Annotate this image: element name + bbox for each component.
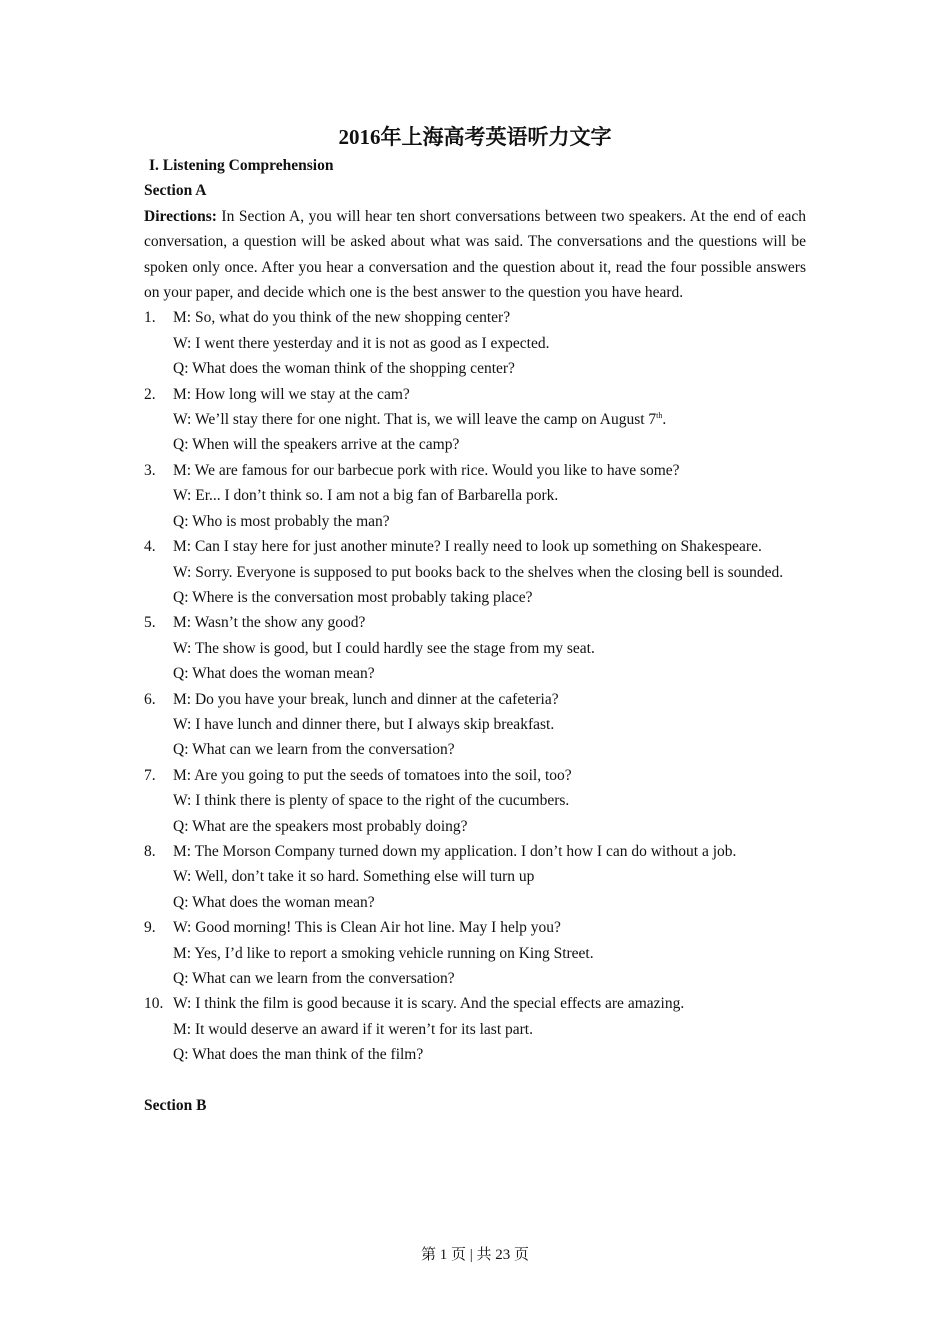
list-item <box>144 915 806 940</box>
item-line: M: It would deserve an award if it weren’t for its last part. <box>173 1020 533 1038</box>
list-item <box>144 763 806 788</box>
item-line: M: How long will we stay at the cam? <box>173 385 410 403</box>
item-number: 2. <box>144 385 156 403</box>
item-line: M: Do you have your break, lunch and dinner at the cafeteria? <box>173 690 559 708</box>
item-question: Q: What does the woman think of the shopping center? <box>173 360 515 378</box>
item-line: W: The show is good, but I could hardly see the stage from my seat. <box>173 639 595 657</box>
section-a-heading: Section A <box>144 182 207 200</box>
item-number: 1. <box>144 309 156 327</box>
item-number: 3. <box>144 461 156 479</box>
directions-text: In Section A, you will hear ten short conversations between two speakers. At the end of each conversation, a question will be asked about what was said. The conversations and the questions will be spoken only once. After you hear a conversation and the question about it, read the four possible answers on your paper, and decide which one is the best answer to the question you have heard. <box>144 207 806 302</box>
section-b-heading: Section B <box>144 1097 207 1115</box>
item-question: Q: When will the speakers arrive at the camp? <box>173 436 460 454</box>
item-question: Q: Where is the conversation most probably taking place? <box>173 588 533 606</box>
blank-line <box>144 1068 806 1093</box>
item-question: Q: What can we learn from the conversation? <box>173 970 455 987</box>
item-line: W: I think there is plenty of space to the right of the cucumbers. <box>173 792 570 810</box>
item-question: Q: What does the woman mean? <box>173 893 375 911</box>
item-question: Q: What can we learn from the conversation? <box>173 741 455 759</box>
directions-label: Directions: <box>144 207 217 225</box>
list-item <box>144 534 806 559</box>
item-question: Q: What are the speakers most probably doing? <box>173 817 468 835</box>
list-item <box>144 610 806 635</box>
item-line: W: I have lunch and dinner there, but I always skip breakfast. <box>173 715 555 733</box>
list-item <box>144 839 806 864</box>
list-item <box>144 305 806 330</box>
list-item <box>144 382 806 407</box>
item-line: W: Sorry. Everyone is supposed to put books back to the shelves when the closing bell is sounded. <box>173 563 784 581</box>
item-question: Q: Who is most probably the man? <box>173 512 390 530</box>
item-line: M: Wasn’t the show any good? <box>173 614 366 632</box>
directions-paragraph <box>144 204 806 306</box>
document-title: 2016年上海高考英语听力文字 <box>338 125 612 149</box>
item-number: 8. <box>144 842 156 860</box>
item-line: M: Yes, I’d like to report a smoking vehicle running on King Street. <box>173 944 594 962</box>
list-item <box>144 687 806 712</box>
page-footer: 第 1 页 | 共 23 页 <box>420 1247 529 1263</box>
item-line: M: We are famous for our barbecue pork with rice. Would you like to have some? <box>173 461 680 479</box>
item-line: W: I think the film is good because it is scary. And the special effects are amazing. <box>173 995 685 1013</box>
item-question: Q: What does the man think of the film? <box>173 1046 424 1064</box>
item-question: Q: What does the woman mean? <box>173 665 375 683</box>
item-line: M: Can I stay here for just another minute? I really need to look up something on Shakespeare. <box>173 538 762 556</box>
item-number: 6. <box>144 690 156 708</box>
item-number: 4. <box>144 538 156 556</box>
part-heading: I. Listening Comprehension <box>149 157 334 174</box>
item-number: 9. <box>144 919 156 937</box>
list-item <box>144 991 806 1016</box>
item-line-end: . <box>662 411 667 429</box>
item-line: M: The Morson Company turned down my application. I don’t how I can do without a job. <box>173 842 737 860</box>
item-line: W: Well, don’t take it so hard. Something else will turn up <box>173 868 535 886</box>
item-line <box>144 407 806 432</box>
item-number: 7. <box>144 766 156 784</box>
list-item <box>144 458 806 483</box>
item-line: W: Er... I don’t think so. I am not a big fan of Barbarella pork. <box>173 487 559 505</box>
item-line: W: Good morning! This is Clean Air hot line. May I help you? <box>173 919 561 937</box>
item-number: 5. <box>144 614 156 632</box>
item-line: M: Are you going to put the seeds of tomatoes into the soil, too? <box>173 766 572 784</box>
item-number: 10. <box>144 995 164 1013</box>
item-line: M: So, what do you think of the new shopping center? <box>173 309 511 327</box>
item-line-text: W: We’ll stay there for one night. That is, we will leave the camp on August 7 <box>173 411 657 429</box>
document-body <box>144 153 806 1118</box>
item-line: W: I went there yesterday and it is not as good as I expected. <box>173 334 550 352</box>
ordinal-suffix: th <box>656 411 663 421</box>
